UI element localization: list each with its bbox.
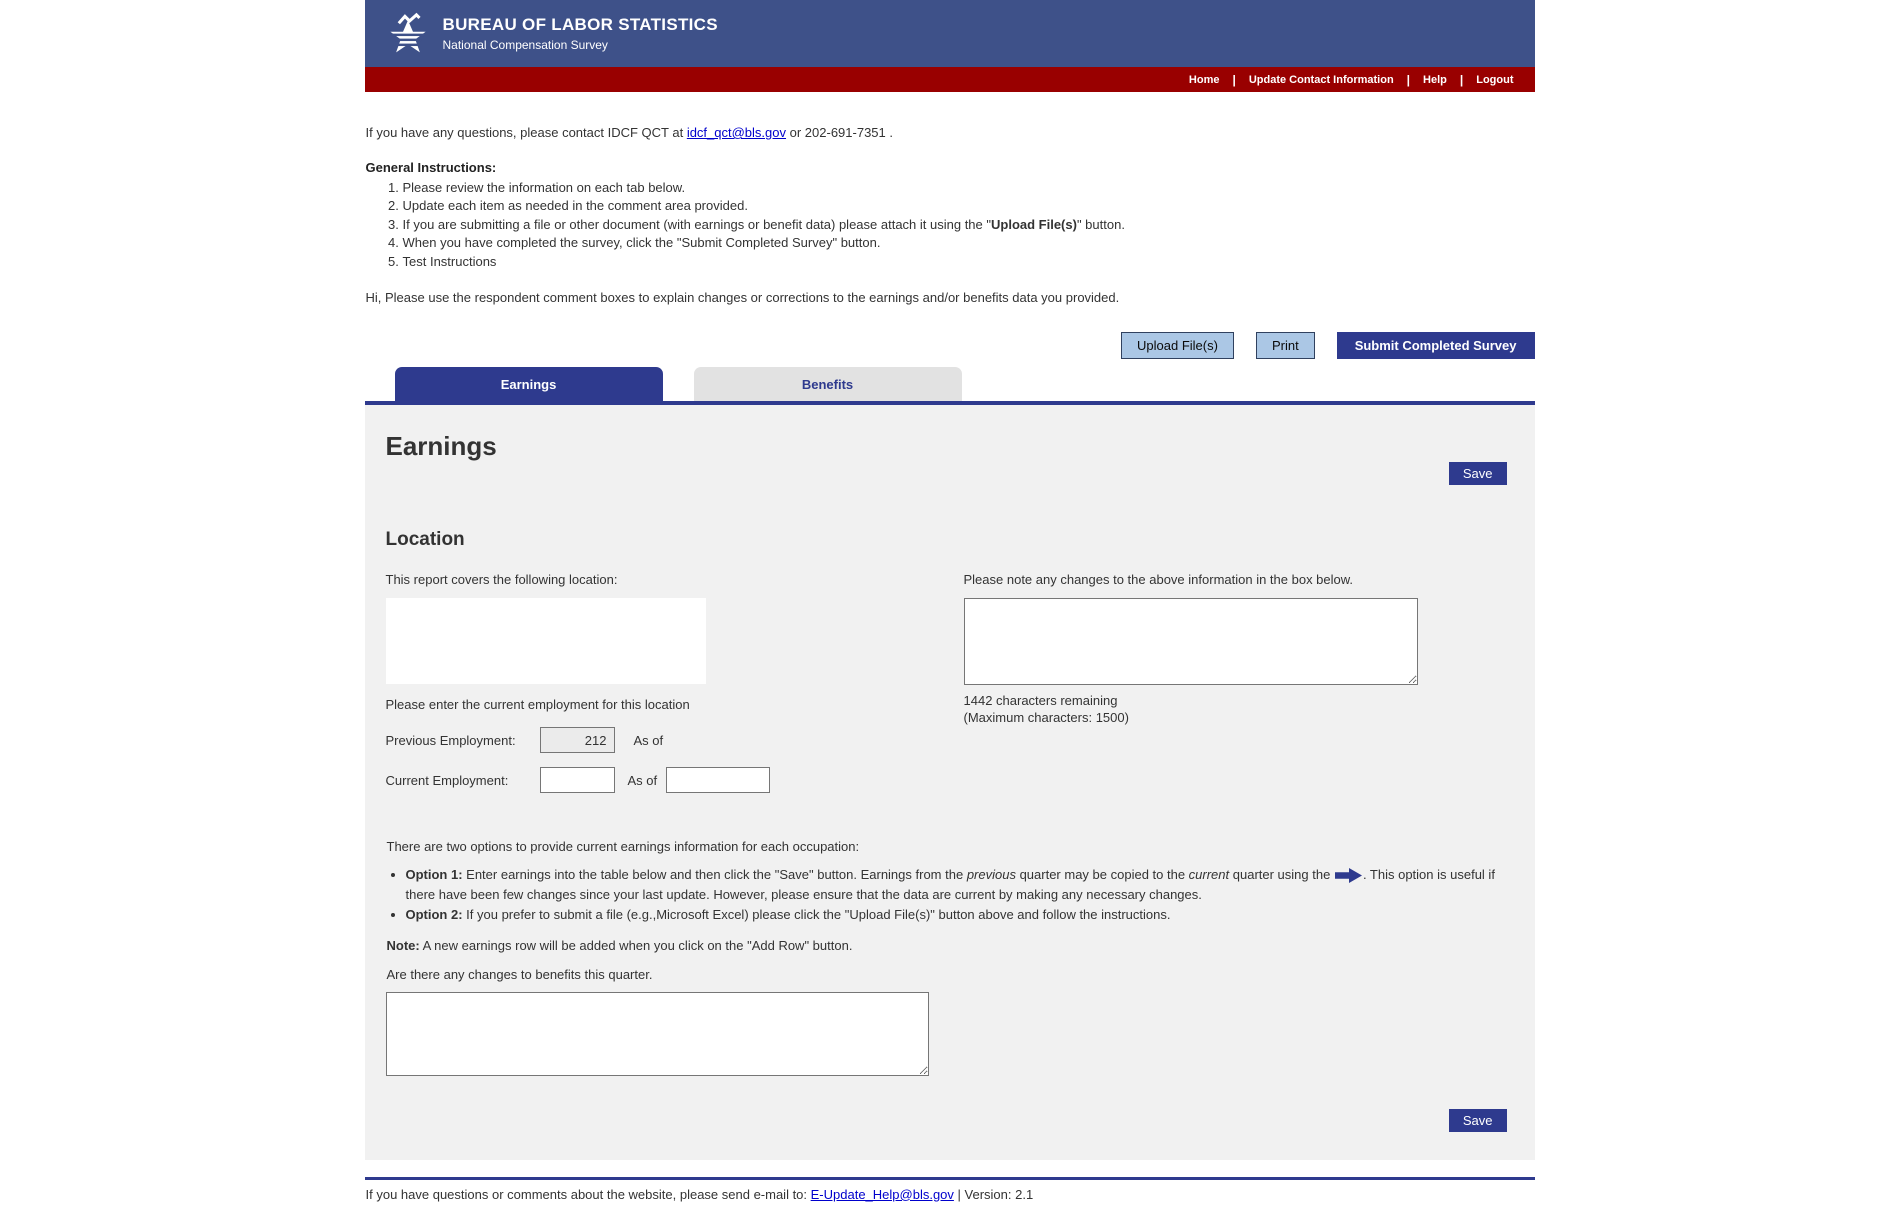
instruction-item: 1. Please review the information on each tab below.: [403, 179, 1535, 197]
options-list: [389, 865, 1507, 925]
save-button-bottom[interactable]: Save: [1449, 1109, 1507, 1132]
footer-text: If you have questions or comments about the website, please send e-mail to: E-Update_Help@bls.gov | Version: 2.1: [365, 1186, 1034, 1202]
earnings-heading: Earnings: [385, 431, 497, 462]
benefits-comment-textarea[interactable]: [386, 992, 929, 1076]
instruction-item: 5. Test Instructions: [403, 253, 1535, 271]
location-right-column: [964, 572, 1418, 793]
general-instructions-list: [365, 179, 1535, 271]
general-instructions-title: General Instructions:: [365, 160, 497, 175]
nav-item-home[interactable]: Home: [1188, 73, 1220, 86]
contact-email-link[interactable]: idcf_qct@bls.gov: [686, 125, 787, 140]
print-button[interactable]: Print: [1256, 332, 1315, 359]
location-covers-label: This report covers the following location:: [385, 572, 618, 588]
current-employment-row: [386, 767, 964, 793]
tab-earnings[interactable]: Earnings: [395, 367, 663, 401]
right-arrow-icon: [1335, 868, 1362, 883]
bls-masthead: [365, 0, 1535, 67]
options-intro: There are two options to provide current earnings information for each occupation:: [386, 839, 860, 855]
current-as-of-input[interactable]: [666, 767, 770, 793]
top-save-row: [386, 462, 1507, 485]
upload-files-button[interactable]: Upload File(s): [1121, 332, 1234, 359]
location-address-box: [386, 598, 706, 684]
location-left-column: [386, 572, 964, 793]
page-content: [365, 0, 1535, 1202]
nav-separator: |: [1232, 72, 1236, 87]
previous-as-of-label: As of: [633, 732, 664, 748]
contact-text-suffix: or 202-691-7351 .: [786, 125, 893, 140]
location-changes-label: Please note any changes to the above information in the box below.: [963, 572, 1354, 588]
option-2-item: • Option 2: If you prefer to submit a file (e.g.,Microsoft Excel) please click the "Upload File(s)" button above and follow the instructions.: [406, 905, 1507, 925]
contact-text: If you have any questions, please contact IDCF QCT at: [365, 125, 687, 140]
add-row-note: Note: A new earnings row will be added when you click on the "Add Row" button.: [386, 937, 853, 953]
instruction-item: 3. If you are submitting a file or other document (with earnings or benefit data) please attach it using the "Upload File(s)" button.: [403, 216, 1535, 234]
employment-prompt: Please enter the current employment for this location: [385, 697, 690, 713]
site-subtitle: National Compensation Survey: [442, 38, 608, 52]
earnings-panel: [365, 405, 1535, 1160]
save-button-top[interactable]: Save: [1449, 462, 1507, 485]
option-1-item: • Option 1: Enter earnings into the table below and then click the "Save" button. Earnings from the previous quarter may be copied to the current quarter using the . This option is useful if there have been few changes since your last update. However, please ensure that the data are current by making any necessary changes.: [406, 865, 1507, 904]
current-employment-input[interactable]: [540, 767, 615, 793]
nav-separator: |: [1406, 72, 1411, 87]
footer-divider: [365, 1177, 1535, 1180]
location-heading: Location: [385, 529, 465, 551]
submit-completed-survey-button[interactable]: Submit Completed Survey: [1337, 332, 1535, 359]
bottom-save-row: [386, 1109, 1507, 1132]
action-buttons: [365, 332, 1535, 359]
nav-item-help[interactable]: Help: [1423, 73, 1447, 86]
masthead-text: [443, 15, 718, 52]
top-nav: [365, 67, 1535, 92]
location-changes-textarea[interactable]: [964, 598, 1418, 685]
nav-item-update-contact-information[interactable]: Update Contact Information: [1248, 73, 1394, 86]
previous-employment-input: [540, 727, 615, 753]
respondent-greeting: Hi, Please use the respondent comment boxes to explain changes or corrections to the earnings and/or benefits data you provided.: [365, 290, 1120, 306]
tab-benefits[interactable]: Benefits: [694, 367, 962, 401]
footer-email-link[interactable]: E-Update_Help@bls.gov: [810, 1186, 954, 1202]
max-characters: (Maximum characters: 1500): [963, 710, 1129, 726]
location-columns: [386, 572, 1507, 793]
current-as-of-label: As of: [627, 772, 658, 788]
characters-remaining: 1442 characters remaining: [963, 693, 1118, 709]
previous-employment-row: [386, 727, 964, 753]
tab-bar: [395, 367, 1535, 401]
previous-employment-label: Previous Employment:: [385, 732, 516, 748]
nav-separator: |: [1459, 72, 1464, 87]
current-employment-label: Current Employment:: [385, 772, 509, 788]
bls-star-logo-icon: [385, 12, 431, 56]
instruction-item: 2. Update each item as needed in the comment area provided.: [403, 197, 1535, 215]
instruction-item: 4. When you have completed the survey, click the "Submit Completed Survey" button.: [403, 234, 1535, 252]
page-footer: [365, 1177, 1535, 1202]
benefits-question: Are there any changes to benefits this quarter.: [386, 966, 653, 982]
contact-line: [366, 125, 1535, 140]
site-title: BUREAU OF LABOR STATISTICS: [442, 15, 718, 34]
nav-item-logout[interactable]: Logout: [1476, 73, 1514, 86]
